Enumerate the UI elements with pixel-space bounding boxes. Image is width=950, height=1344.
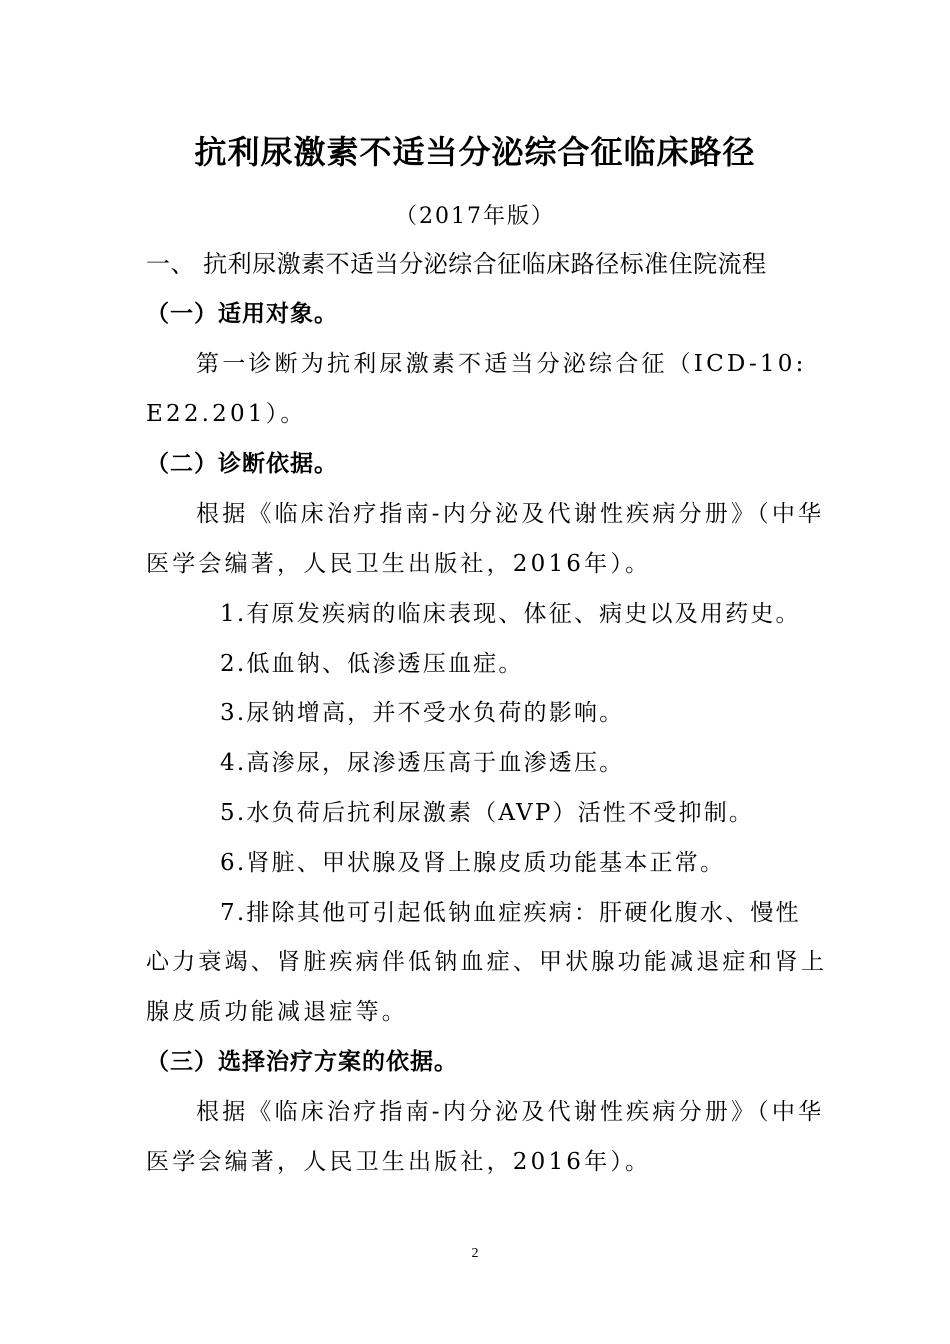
section-heading: 一、 抗利尿激素不适当分泌综合征临床路径标准住院流程 <box>146 250 767 278</box>
document-edition: （2017年版） <box>395 204 555 229</box>
list-item-continuation: 腺皮质功能减退症等。 <box>146 999 408 1025</box>
paragraph-line: 医学会编著，人民卫生出版社，2016年）。 <box>146 1149 652 1175</box>
subsection-heading-treatment-basis: （三）选择治疗方案的依据。 <box>146 1049 458 1075</box>
paragraph-line: 医学会编著，人民卫生出版社，2016年）。 <box>146 551 652 577</box>
list-item: 5.水负荷后抗利尿激素（AVP）活性不受抑制。 <box>220 800 755 826</box>
paragraph-line: E22.201）。 <box>146 401 307 427</box>
paragraph-line: 根据《临床治疗指南-内分泌及代谢性疾病分册》（中华 <box>196 501 825 527</box>
list-item: 2.低血钠、低渗透压血症。 <box>220 651 524 677</box>
list-item-continuation: 心力衰竭、肾脏疾病伴低钠血症、甲状腺功能减退症和肾上 <box>146 949 828 975</box>
subsection-heading-applicable-objects: （一）适用对象。 <box>146 301 338 327</box>
page-number: 2 <box>471 1246 479 1261</box>
list-item: 3.尿钠增高，并不受水负荷的影响。 <box>220 700 625 726</box>
document-title: 抗利尿激素不适当分泌综合征临床路径 <box>194 133 756 171</box>
list-item: 6.肾脏、甲状腺及肾上腺皮质功能基本正常。 <box>220 850 726 876</box>
paragraph-line: 根据《临床治疗指南-内分泌及代谢性疾病分册》（中华 <box>196 1099 825 1125</box>
list-item: 4.高渗尿，尿渗透压高于血渗透压。 <box>220 750 625 776</box>
list-item: 1.有原发疾病的临床表现、体征、病史以及用药史。 <box>220 601 801 627</box>
subsection-heading-diagnosis-basis: （二）诊断依据。 <box>146 451 338 477</box>
paragraph-line: 第一诊断为抗利尿激素不适当分泌综合征（ICD-10: <box>196 351 807 377</box>
list-item: 7.排除其他可引起低钠血症疾病：肝硬化腹水、慢性 <box>220 900 801 926</box>
